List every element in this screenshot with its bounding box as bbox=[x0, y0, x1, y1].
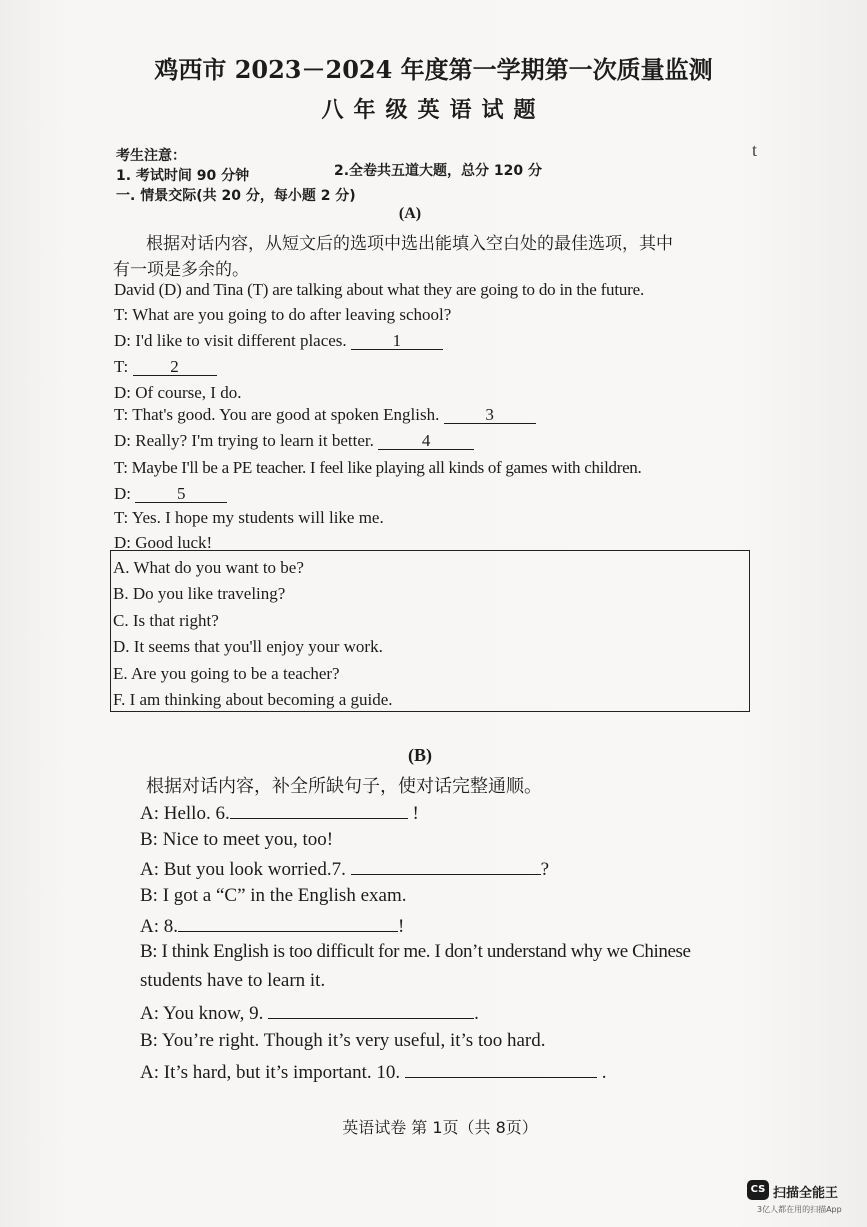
dialogue-line: A: 8. ! bbox=[140, 913, 404, 938]
notice-item-1: 1. 考试时间 90 分钟 bbox=[116, 168, 250, 184]
exam-subtitle: 八年级英语试题 bbox=[321, 97, 546, 123]
scan-edge-mark: t bbox=[752, 140, 758, 160]
dialogue-line: D: Good luck! bbox=[114, 533, 213, 552]
dialogue-line: D: Of course, I do. bbox=[114, 383, 242, 402]
dialogue-line: A: But you look worried.7. ? bbox=[140, 856, 549, 881]
dialogue-line: B: I think English is too difficult for me. I don’t understand why we Chinese bbox=[140, 941, 691, 962]
dialogue-line: D: Really? I'm trying to learn it better. 4 bbox=[114, 431, 474, 451]
notice-item-2: 2.全卷共五道大题，总分 120 分 bbox=[334, 163, 543, 179]
dialogue-line: T: Yes. I hope my students will like me. bbox=[114, 508, 384, 527]
answer-blank[interactable] bbox=[230, 800, 408, 819]
dialogue-line: D: 5 bbox=[114, 484, 227, 504]
notice-heading: 考生注意： bbox=[116, 148, 186, 164]
dialogue-line: A: Hello. 6. ! bbox=[140, 800, 419, 825]
dialogue-line: B: Nice to meet you, too! bbox=[140, 829, 334, 850]
dialogue-line: T: That's good. You are good at spoken English. 3 bbox=[114, 405, 536, 425]
option-e: E. Are you going to be a teacher? bbox=[113, 664, 340, 683]
dialogue-line: T: Maybe I'll be a PE teacher. I feel like playing all kinds of games with children. bbox=[114, 458, 642, 477]
section-b-label: (B) bbox=[408, 745, 432, 765]
answer-blank[interactable] bbox=[178, 913, 398, 932]
scanner-watermark bbox=[747, 1180, 857, 1220]
page-footer: 英语试卷 第 1页（共 8页） bbox=[342, 1118, 538, 1137]
dialogue-line: B: I got a “C” in the English exam. bbox=[140, 885, 407, 906]
watermark-name: 扫描全能王 bbox=[773, 1186, 839, 1201]
section-a-label: (A) bbox=[398, 205, 422, 222]
answer-blank[interactable] bbox=[268, 1000, 474, 1019]
section-b-instruction: 根据对话内容，补全所缺句子，使对话完整通顺。 bbox=[146, 776, 542, 797]
section-a-instruction-1: 根据对话内容，从短文后的选项中选出能填入空白处的最佳选项，其中 bbox=[146, 234, 673, 254]
exam-title: 鸡西市 2023－2024 年度第一学期第一次质量监测 bbox=[154, 55, 713, 84]
option-a: A. What do you want to be? bbox=[113, 558, 304, 577]
option-f: F. I am thinking about becoming a guide. bbox=[113, 690, 393, 709]
answer-blank[interactable] bbox=[351, 856, 541, 875]
answer-blank[interactable]: 3 bbox=[444, 406, 536, 424]
answer-blank[interactable] bbox=[405, 1059, 597, 1078]
dialogue-line: B: You’re right. Though it’s very useful, it’s too hard. bbox=[140, 1030, 546, 1051]
dialogue-line: A: You know, 9. . bbox=[140, 1000, 479, 1025]
watermark-tagline: 3亿人都在用的扫描App bbox=[757, 1205, 842, 1214]
dialogue-line: A: It’s hard, but it’s important. 10. . bbox=[140, 1059, 606, 1084]
dialogue-intro: David (D) and Tina (T) are talking about what they are going to do in the future. bbox=[114, 280, 645, 299]
dialogue-line: D: I'd like to visit different places. 1 bbox=[114, 331, 443, 351]
answer-blank[interactable]: 5 bbox=[135, 485, 227, 503]
section-a-instruction-2: 有一项是多余的。 bbox=[113, 260, 249, 280]
dialogue-line: T: What are you going to do after leaving school? bbox=[114, 305, 452, 324]
part1-heading: 一. 情景交际(共 20 分，每小题 2 分) bbox=[116, 188, 356, 204]
answer-blank[interactable]: 4 bbox=[378, 432, 474, 450]
dialogue-line: T: 2 bbox=[114, 357, 217, 377]
option-d: D. It seems that you'll enjoy your work. bbox=[113, 637, 383, 656]
answer-blank[interactable]: 1 bbox=[351, 332, 443, 350]
camscanner-logo-icon: CS bbox=[747, 1180, 769, 1200]
option-b: B. Do you like traveling? bbox=[113, 584, 286, 603]
dialogue-line: students have to learn it. bbox=[140, 970, 326, 991]
answer-blank[interactable]: 2 bbox=[133, 358, 217, 376]
option-c: C. Is that right? bbox=[113, 611, 219, 630]
